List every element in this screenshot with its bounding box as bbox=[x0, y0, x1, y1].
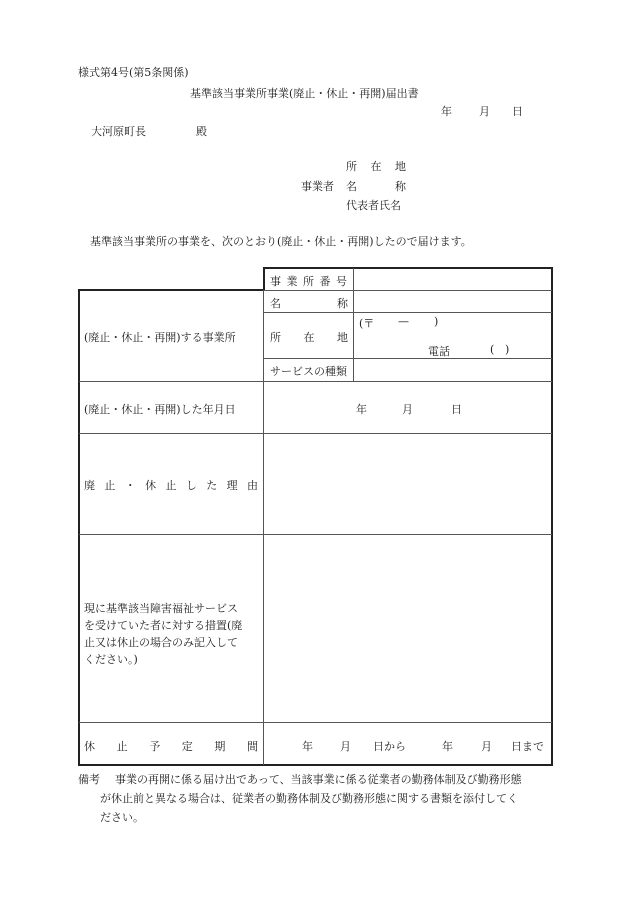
border bbox=[79, 722, 552, 723]
postal-dash: — bbox=[398, 315, 409, 328]
service-type-field[interactable] bbox=[355, 359, 551, 381]
border bbox=[78, 289, 265, 291]
char: 所 bbox=[270, 331, 281, 344]
date-row-year: 年 bbox=[356, 403, 367, 416]
reason-field[interactable] bbox=[265, 434, 551, 534]
char: し bbox=[185, 479, 197, 492]
period-from-year: 年 bbox=[302, 740, 313, 753]
char: 止 bbox=[104, 479, 116, 492]
char: 地 bbox=[395, 160, 406, 173]
line: 現に基準該当障害福祉サービス bbox=[84, 602, 238, 615]
office-name-label bbox=[270, 295, 348, 311]
remarks-line-1: 事業の再開に係る届け出であって、当該事業に係る従業者の勤務体制及び勤務形態 bbox=[115, 773, 522, 786]
form-number: 様式第4号(第5条関係) bbox=[78, 66, 189, 79]
date-row-label: (廃止・休止・再開)した年月日 bbox=[84, 403, 236, 416]
char: 称 bbox=[337, 297, 348, 310]
applicant-name-label bbox=[346, 178, 406, 194]
office-address-field[interactable] bbox=[355, 313, 551, 358]
honorific: 殿 bbox=[196, 125, 207, 138]
service-type-label: サービスの種類 bbox=[270, 365, 347, 378]
document-title: 基準該当事業所事業(廃止・休止・再開)届出書 bbox=[190, 87, 419, 100]
char: 止 bbox=[116, 740, 128, 753]
char: 廃 bbox=[84, 479, 95, 492]
reason-label bbox=[84, 477, 258, 493]
char: 理 bbox=[226, 479, 238, 492]
border bbox=[551, 267, 553, 766]
office-address-label bbox=[270, 329, 348, 345]
period-label bbox=[84, 738, 258, 754]
char: 間 bbox=[246, 740, 258, 753]
date-year-label: 年 bbox=[441, 105, 452, 118]
border bbox=[353, 268, 354, 381]
char: 名 bbox=[346, 180, 357, 193]
remarks-head: 備考 bbox=[78, 773, 100, 786]
char: た bbox=[206, 479, 218, 492]
char: 休 bbox=[145, 479, 157, 492]
date-month-label: 月 bbox=[479, 105, 490, 118]
char: 由 bbox=[247, 479, 258, 492]
border bbox=[263, 267, 265, 291]
line: 止又は休止の場合のみ記入して bbox=[84, 636, 238, 649]
period-from-day: 日から bbox=[373, 740, 406, 753]
char: 在 bbox=[303, 331, 315, 344]
office-number-label: 事 業 所 番 号 bbox=[270, 275, 348, 288]
period-to-month: 月 bbox=[481, 740, 492, 753]
applicant-label: 事業者 bbox=[301, 180, 334, 193]
postal-close: ) bbox=[434, 315, 439, 328]
applicant-address-label bbox=[346, 158, 406, 174]
addressee: 大河原町長 bbox=[91, 125, 146, 138]
char: ・ bbox=[124, 479, 136, 492]
char: 所 bbox=[346, 160, 357, 173]
char: 称 bbox=[395, 180, 406, 193]
char: 止 bbox=[165, 479, 177, 492]
line: ください。) bbox=[84, 653, 138, 666]
border bbox=[78, 764, 553, 766]
line: を受けていた者に対する措置(廃 bbox=[84, 619, 243, 632]
border bbox=[78, 289, 80, 766]
date-row-month: 月 bbox=[402, 403, 413, 416]
postal-open: (〒 bbox=[359, 317, 375, 330]
period-to-day: 日まで bbox=[511, 740, 544, 753]
period-from-month: 月 bbox=[340, 740, 351, 753]
date-day-label: 日 bbox=[512, 105, 523, 118]
border bbox=[79, 381, 552, 382]
phone-open: ( bbox=[490, 343, 495, 356]
char: 定 bbox=[181, 740, 193, 753]
period-to-year: 年 bbox=[442, 740, 453, 753]
date-row-day: 日 bbox=[451, 403, 462, 416]
char: 地 bbox=[337, 331, 348, 344]
phone-close: ) bbox=[505, 343, 510, 356]
char: 在 bbox=[370, 160, 382, 173]
char: 期 bbox=[214, 740, 226, 753]
remarks-line-2: が休止前と異なる場合は、従業者の勤務体制及び勤務形態に関する書類を添付してく bbox=[100, 792, 518, 805]
char: 休 bbox=[84, 740, 95, 753]
office-number-field[interactable] bbox=[355, 269, 551, 290]
intro-text: 基準該当事業所の事業を、次のとおり(廃止・休止・再開)したので届けます。 bbox=[90, 235, 472, 248]
phone-label: 電話 bbox=[428, 345, 450, 358]
applicant-representative-label: 代表者氏名 bbox=[346, 199, 401, 212]
char: 名 bbox=[270, 297, 281, 310]
measures-label bbox=[84, 600, 242, 668]
char: 予 bbox=[149, 740, 161, 753]
remarks-line-3: ださい。 bbox=[100, 811, 144, 824]
office-name-field[interactable] bbox=[355, 291, 551, 312]
border bbox=[263, 290, 264, 765]
measures-field[interactable] bbox=[265, 535, 551, 722]
office-group-label: (廃止・休止・再開)する事業所 bbox=[84, 331, 236, 344]
